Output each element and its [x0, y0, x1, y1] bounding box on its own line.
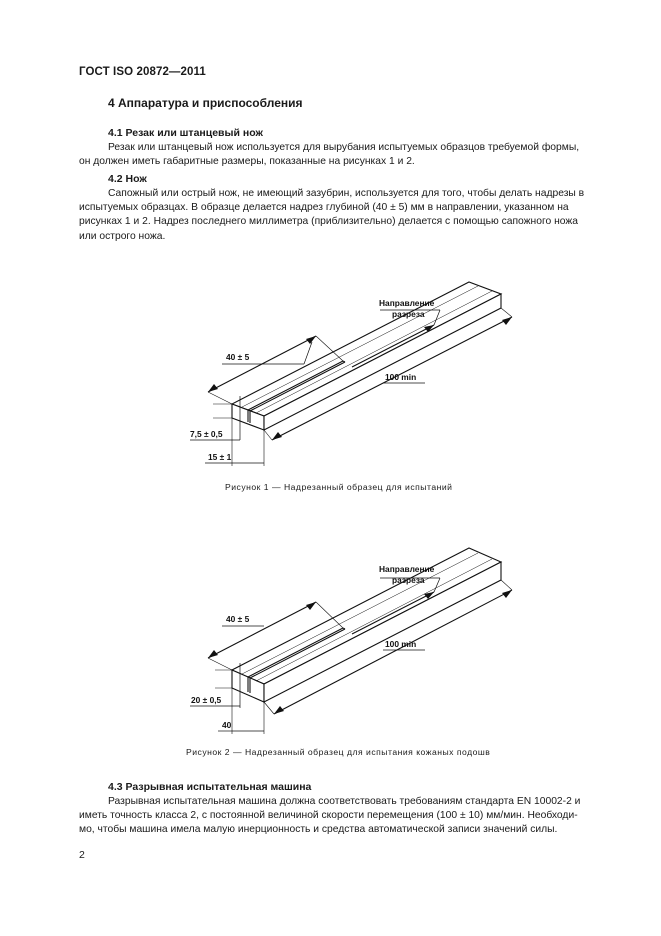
text-line: Сапожный или острый нож, не имеющий зазубрин, используется для того, чтобы делать надрезы в: [108, 188, 585, 199]
figure-1-width-label: 15 ± 1: [208, 452, 232, 462]
section-title: 4 Аппаратура и приспособления: [108, 96, 303, 110]
subsection-4-1-title: 4.1 Резак или штанцевый нож: [108, 127, 263, 139]
subsection-4-1-text: [79, 141, 615, 169]
figure-1-direction-label-2: разреза: [392, 309, 425, 319]
figure-1-cut-length-label: 40 ± 5: [226, 352, 250, 362]
figure-2-thickness-label: 20 ± 0,5: [191, 695, 222, 705]
figure-1-thickness-label: 7,5 ± 0,5: [190, 429, 223, 439]
figure-1-total-length-label: 100 min: [385, 372, 417, 382]
subsection-4-3-text: [79, 795, 615, 838]
figure-2-direction-label-2: разреза: [392, 575, 425, 585]
text-line: испытуемых образцах. В образце делается надрез глубиной (40 ± 5) мм в направлении, указанном на: [79, 202, 569, 214]
text-line: мо, чтобы машина имела малую инерционность и средства автоматической записи значений силы.: [79, 824, 558, 836]
specimen-side-face: [264, 294, 501, 430]
figure-1-caption: Рисунок 1 — Надрезанный образец для испытаний: [225, 482, 453, 492]
figure-2-total-length-label: 100 min: [385, 639, 417, 649]
text-line: Разрывная испытательная машина должна соответствовать требованиям стандарта EN 10002-2 и: [108, 796, 581, 807]
standard-header: ГОСТ ISO 20872—2011: [79, 66, 206, 78]
figure-2-width-label: 40: [222, 720, 232, 730]
page-number: 2: [79, 849, 85, 861]
subsection-4-2-text: [79, 187, 615, 244]
text-line: рисунках 1 и 2. Надрез последнего миллиметра (приблизительно) делается с помощью сапожного ножа: [79, 216, 578, 228]
figure-1-direction-label-1: Направление: [379, 298, 435, 308]
subsection-4-3-title: 4.3 Разрывная испытательная машина: [108, 781, 312, 793]
text-line: или острого ножа.: [79, 230, 166, 242]
specimen-top-face: [232, 548, 501, 684]
text-line: он должен иметь габаритные размеры, показанные на рисунках 1 и 2.: [79, 156, 415, 168]
figure-2-cut-length-label: 40 ± 5: [226, 614, 250, 624]
figure-1-drawing: [0, 260, 661, 470]
specimen-side-face: [264, 562, 501, 702]
text-line: Резак или штанцевый нож используется для вырубания испытуемых образцов требуемой формы,: [108, 142, 580, 153]
text-line: иметь точность класса 2, с постоянной величиной скорости перемещения (100 ± 10) мм/мин. Необходи-: [79, 810, 578, 822]
subsection-4-2-title: 4.2 Нож: [108, 173, 147, 185]
figure-2-drawing: [0, 520, 661, 740]
figure-2-caption: Рисунок 2 — Надрезанный образец для испытания кожаных подошв: [186, 747, 491, 757]
specimen-top-face: [232, 282, 501, 416]
figure-2-direction-label-1: Направление: [379, 564, 435, 574]
